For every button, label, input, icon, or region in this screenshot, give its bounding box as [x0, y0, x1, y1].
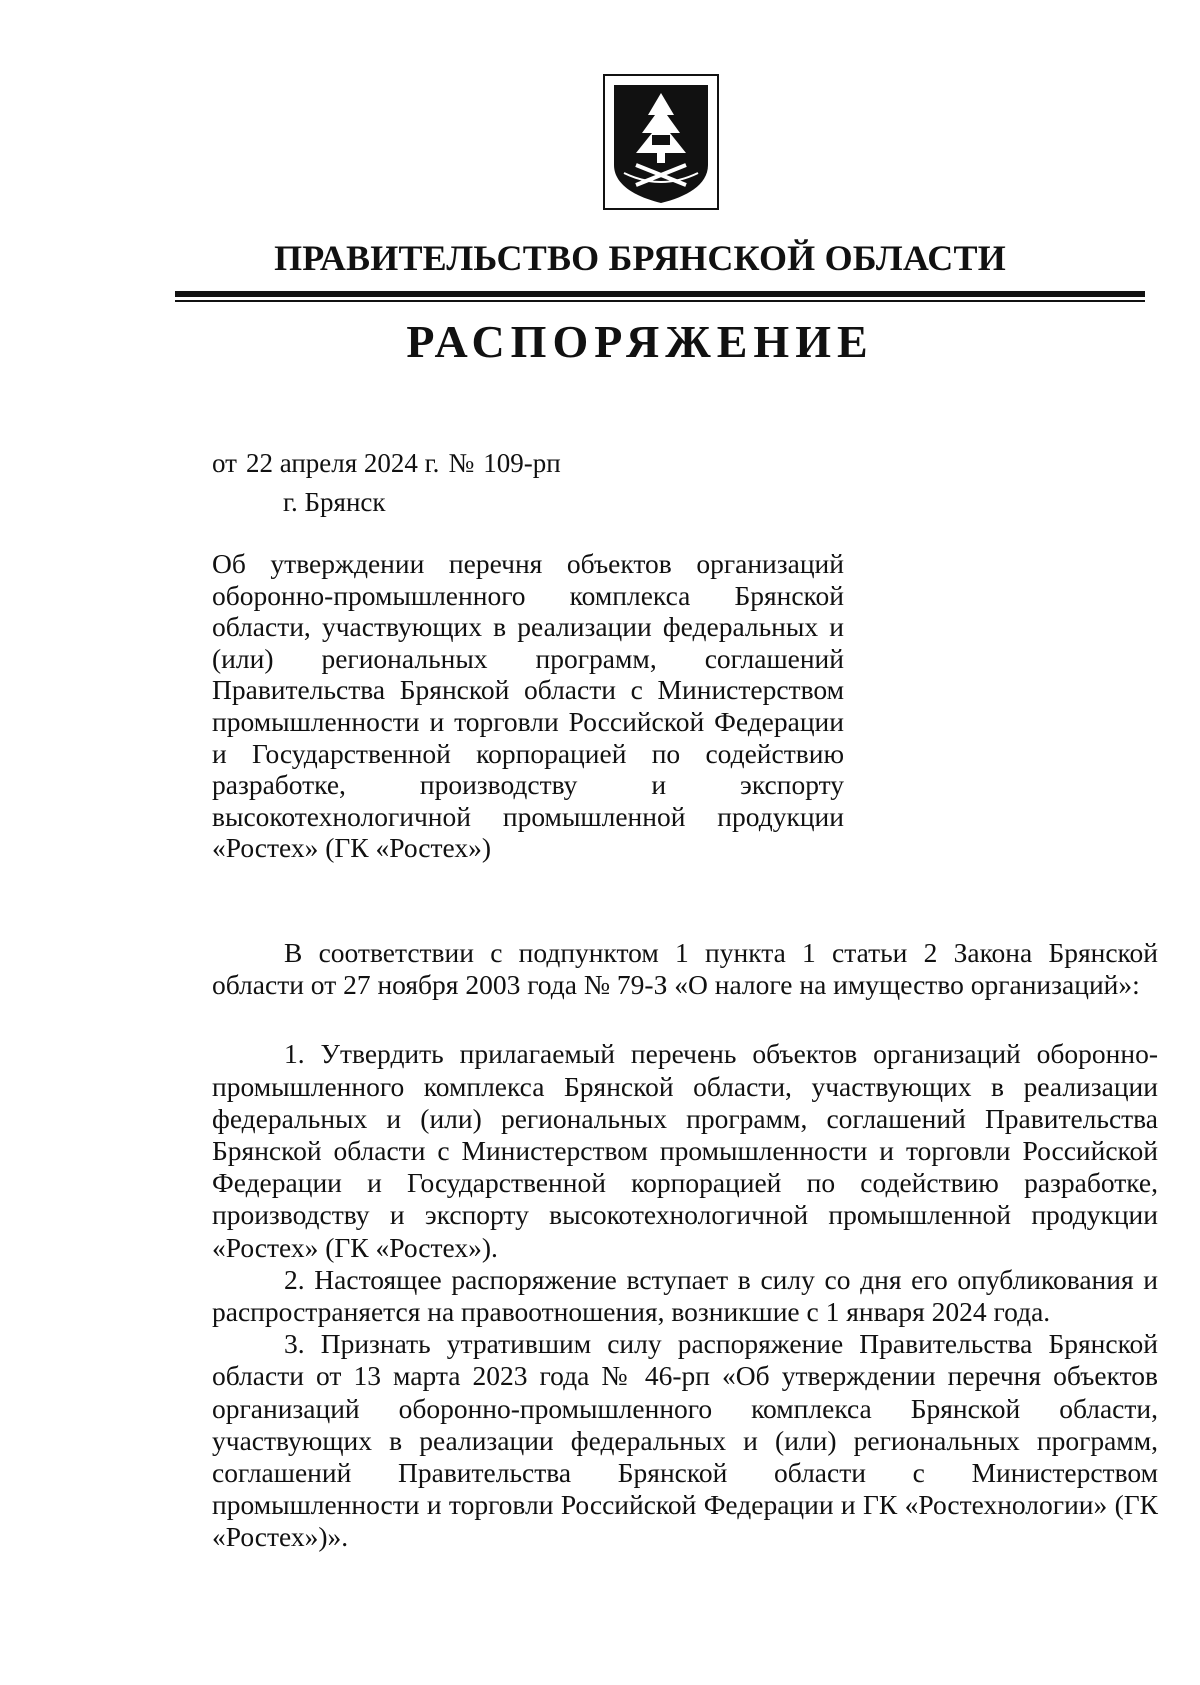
list-item: 2. Настоящее распоряжение вступает в силу со дня его опубликования и распространяется на правоотношения, возникшие с 1 января 2024 года.: [212, 1263, 1158, 1328]
document-type-title: РАСПОРЯЖЕНИЕ: [406, 316, 874, 367]
list-item: 3. Признать утратившим силу распоряжение Правительства Брянской области от 13 марта 2023 года № 46-рп «Об утверждении перечня объектов организаций оборонно-промышленного комплекса Брянской области, участвующих в реализации федеральных и (или) региональных программ, соглашений Правительства Брянской области с Министерством промышленности и торговли Российской Федерации и ГК «Ростехнологии» (ГК «Ростех»)».: [212, 1328, 1158, 1553]
number-sign: №: [448, 448, 475, 478]
document-date: 22 апреля 2024 г.: [245, 448, 440, 478]
document-body: [212, 937, 1158, 1554]
document-number: 109-рп: [483, 448, 561, 478]
bryansk-coat-of-arms-icon: [602, 73, 720, 211]
date-prefix: от: [212, 448, 237, 478]
list-item: 1. Утвердить прилагаемый перечень объектов организаций оборонно-промышленного комплекса Брянской области, участвующих в реализации федеральных и (или) региональных программ, соглашений Правительства Брянской области с Министерством промышленности и торговли Российской Федерации и Государственной корпорацией по содействию разработке, производству и экспорту высокотехнологичной промышленной продукции «Ростех» (ГК «Ростех»).: [212, 1038, 1158, 1263]
document-date-number: [212, 445, 561, 482]
header-divider-thick: [175, 291, 1145, 297]
preamble-paragraph: В соответствии с подпунктом 1 пункта 1 статьи 2 Закона Брянской области от 27 ноября 2003 года № 79-З «О налоге на имущество организаций»:: [212, 937, 1158, 1001]
document-city: г. Брянск: [283, 487, 386, 517]
header-divider-thin: [175, 300, 1145, 302]
document-subject: Об утверждении перечня объектов организаций оборонно-промышленного комплекса Брянской области, участвующих в реализации федеральных и (или) региональных программ, соглашений Правительства Брянской области с Министерством промышленности и торговли Российской Федерации и Государственной корпорацией по содействию разработке, производству и экспорту высокотехнологичной промышленной продукции «Ростех» (ГК «Ростех»): [212, 548, 844, 864]
organization-title: ПРАВИТЕЛЬСТВО БРЯНСКОЙ ОБЛАСТИ: [274, 238, 1006, 278]
